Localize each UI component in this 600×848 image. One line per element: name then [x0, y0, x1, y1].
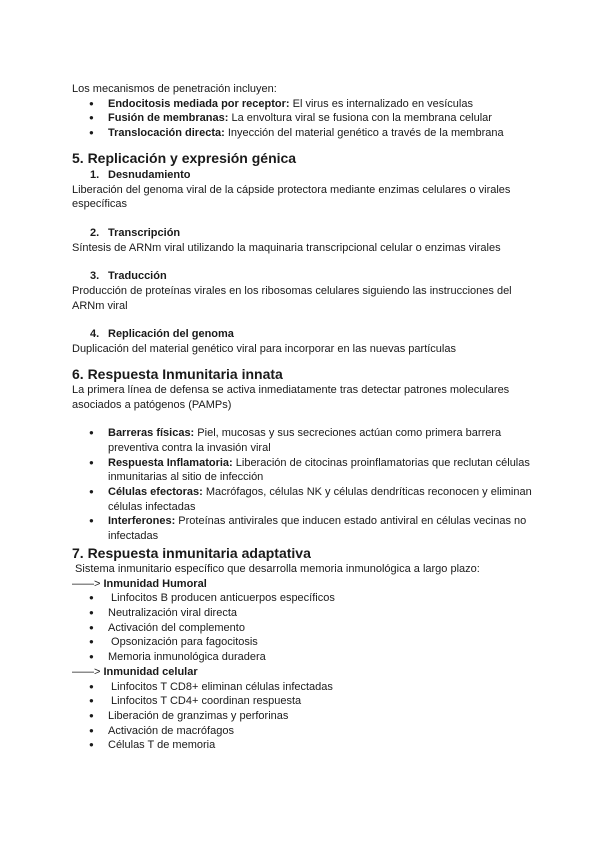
list-item: ● Activación de macrófagos	[72, 724, 532, 739]
document-page	[72, 82, 532, 753]
list-item: ● Memoria inmunológica duradera	[72, 650, 532, 665]
step-text: Síntesis de ARNm viral utilizando la maquinaria transcripcional celular o enzimas virales	[72, 241, 501, 254]
section7-heading: 7. Respuesta inmunitaria adaptativa	[72, 544, 311, 561]
cellular-heading: ——> Inmunidad celular	[72, 665, 198, 678]
list-item: ● Fusión de membranas: La envoltura viral se fusiona con la membrana celular	[72, 111, 532, 126]
section6-heading: 6. Respuesta Inmunitaria innata	[72, 365, 283, 382]
step-text: Liberación del genoma viral de la cápside protectora mediante enzimas celulares o virales específicas	[72, 183, 511, 211]
list-item: ● Neutralización viral directa	[72, 606, 532, 621]
list-item: ● Linfocitos T CD8+ eliminan células infectadas	[72, 680, 532, 695]
innate-list	[72, 426, 532, 544]
list-item: ● Opsonización para fagocitosis	[72, 635, 532, 650]
list-item: ● Linfocitos B producen anticuerpos específicos	[72, 591, 532, 606]
step-text: Duplicación del material genético viral para incorporar en las nuevas partículas	[72, 343, 456, 356]
section6-intro: La primera línea de defensa se activa inmediatamente tras detectar patrones moleculares asociados a patógenos (PAMPs)	[72, 383, 510, 411]
section7-intro: Sistema inmunitario específico que desarrolla memoria inmunológica a largo plazo:	[72, 562, 480, 575]
humoral-list	[72, 591, 532, 665]
step-heading: 4. Replicación del genoma	[90, 328, 234, 341]
list-item: ● Endocitosis mediada por receptor: El virus es internalizado en vesículas	[72, 97, 532, 112]
list-item: ● Barreras físicas: Piel, mucosas y sus secreciones actúan como primera barrera preventiva contra la invasión viral	[72, 426, 532, 455]
list-item: ● Activación del complemento	[72, 621, 532, 636]
step-heading: 1. Desnudamiento	[90, 168, 191, 181]
list-item: ● Respuesta Inflamatoria: Liberación de citocinas proinflamatorias que reclutan células inmunitarias al sitio de infección	[72, 456, 532, 485]
step-heading: 3. Traducción	[90, 270, 167, 283]
step-text: Producción de proteínas virales en los ribosomas celulares siguiendo las instrucciones del ARNm viral	[72, 285, 512, 312]
list-item: ● Liberación de granzimas y perforinas	[72, 709, 532, 724]
humoral-heading: ——> Inmunidad Humoral	[72, 577, 207, 590]
list-item: ● Translocación directa: Inyección del material genético a través de la membrana	[72, 126, 532, 141]
section5-heading: 5. Replicación y expresión génica	[72, 149, 297, 166]
list-item: ● Interferones: Proteínas antivirales que inducen estado antiviral en células vecinas no infectadas	[72, 514, 532, 543]
list-item: ● Células efectoras: Macrófagos, células NK y células dendríticas reconocen y eliminan células infectadas	[72, 485, 532, 514]
penetration-intro: Los mecanismos de penetración incluyen:	[72, 83, 277, 95]
list-item: ● Linfocitos T CD4+ coordinan respuesta	[72, 694, 532, 709]
step-heading: 2. Transcripción	[90, 226, 181, 239]
list-item: ● Células T de memoria	[72, 738, 532, 753]
penetration-list	[72, 97, 532, 141]
cellular-list	[72, 680, 532, 754]
